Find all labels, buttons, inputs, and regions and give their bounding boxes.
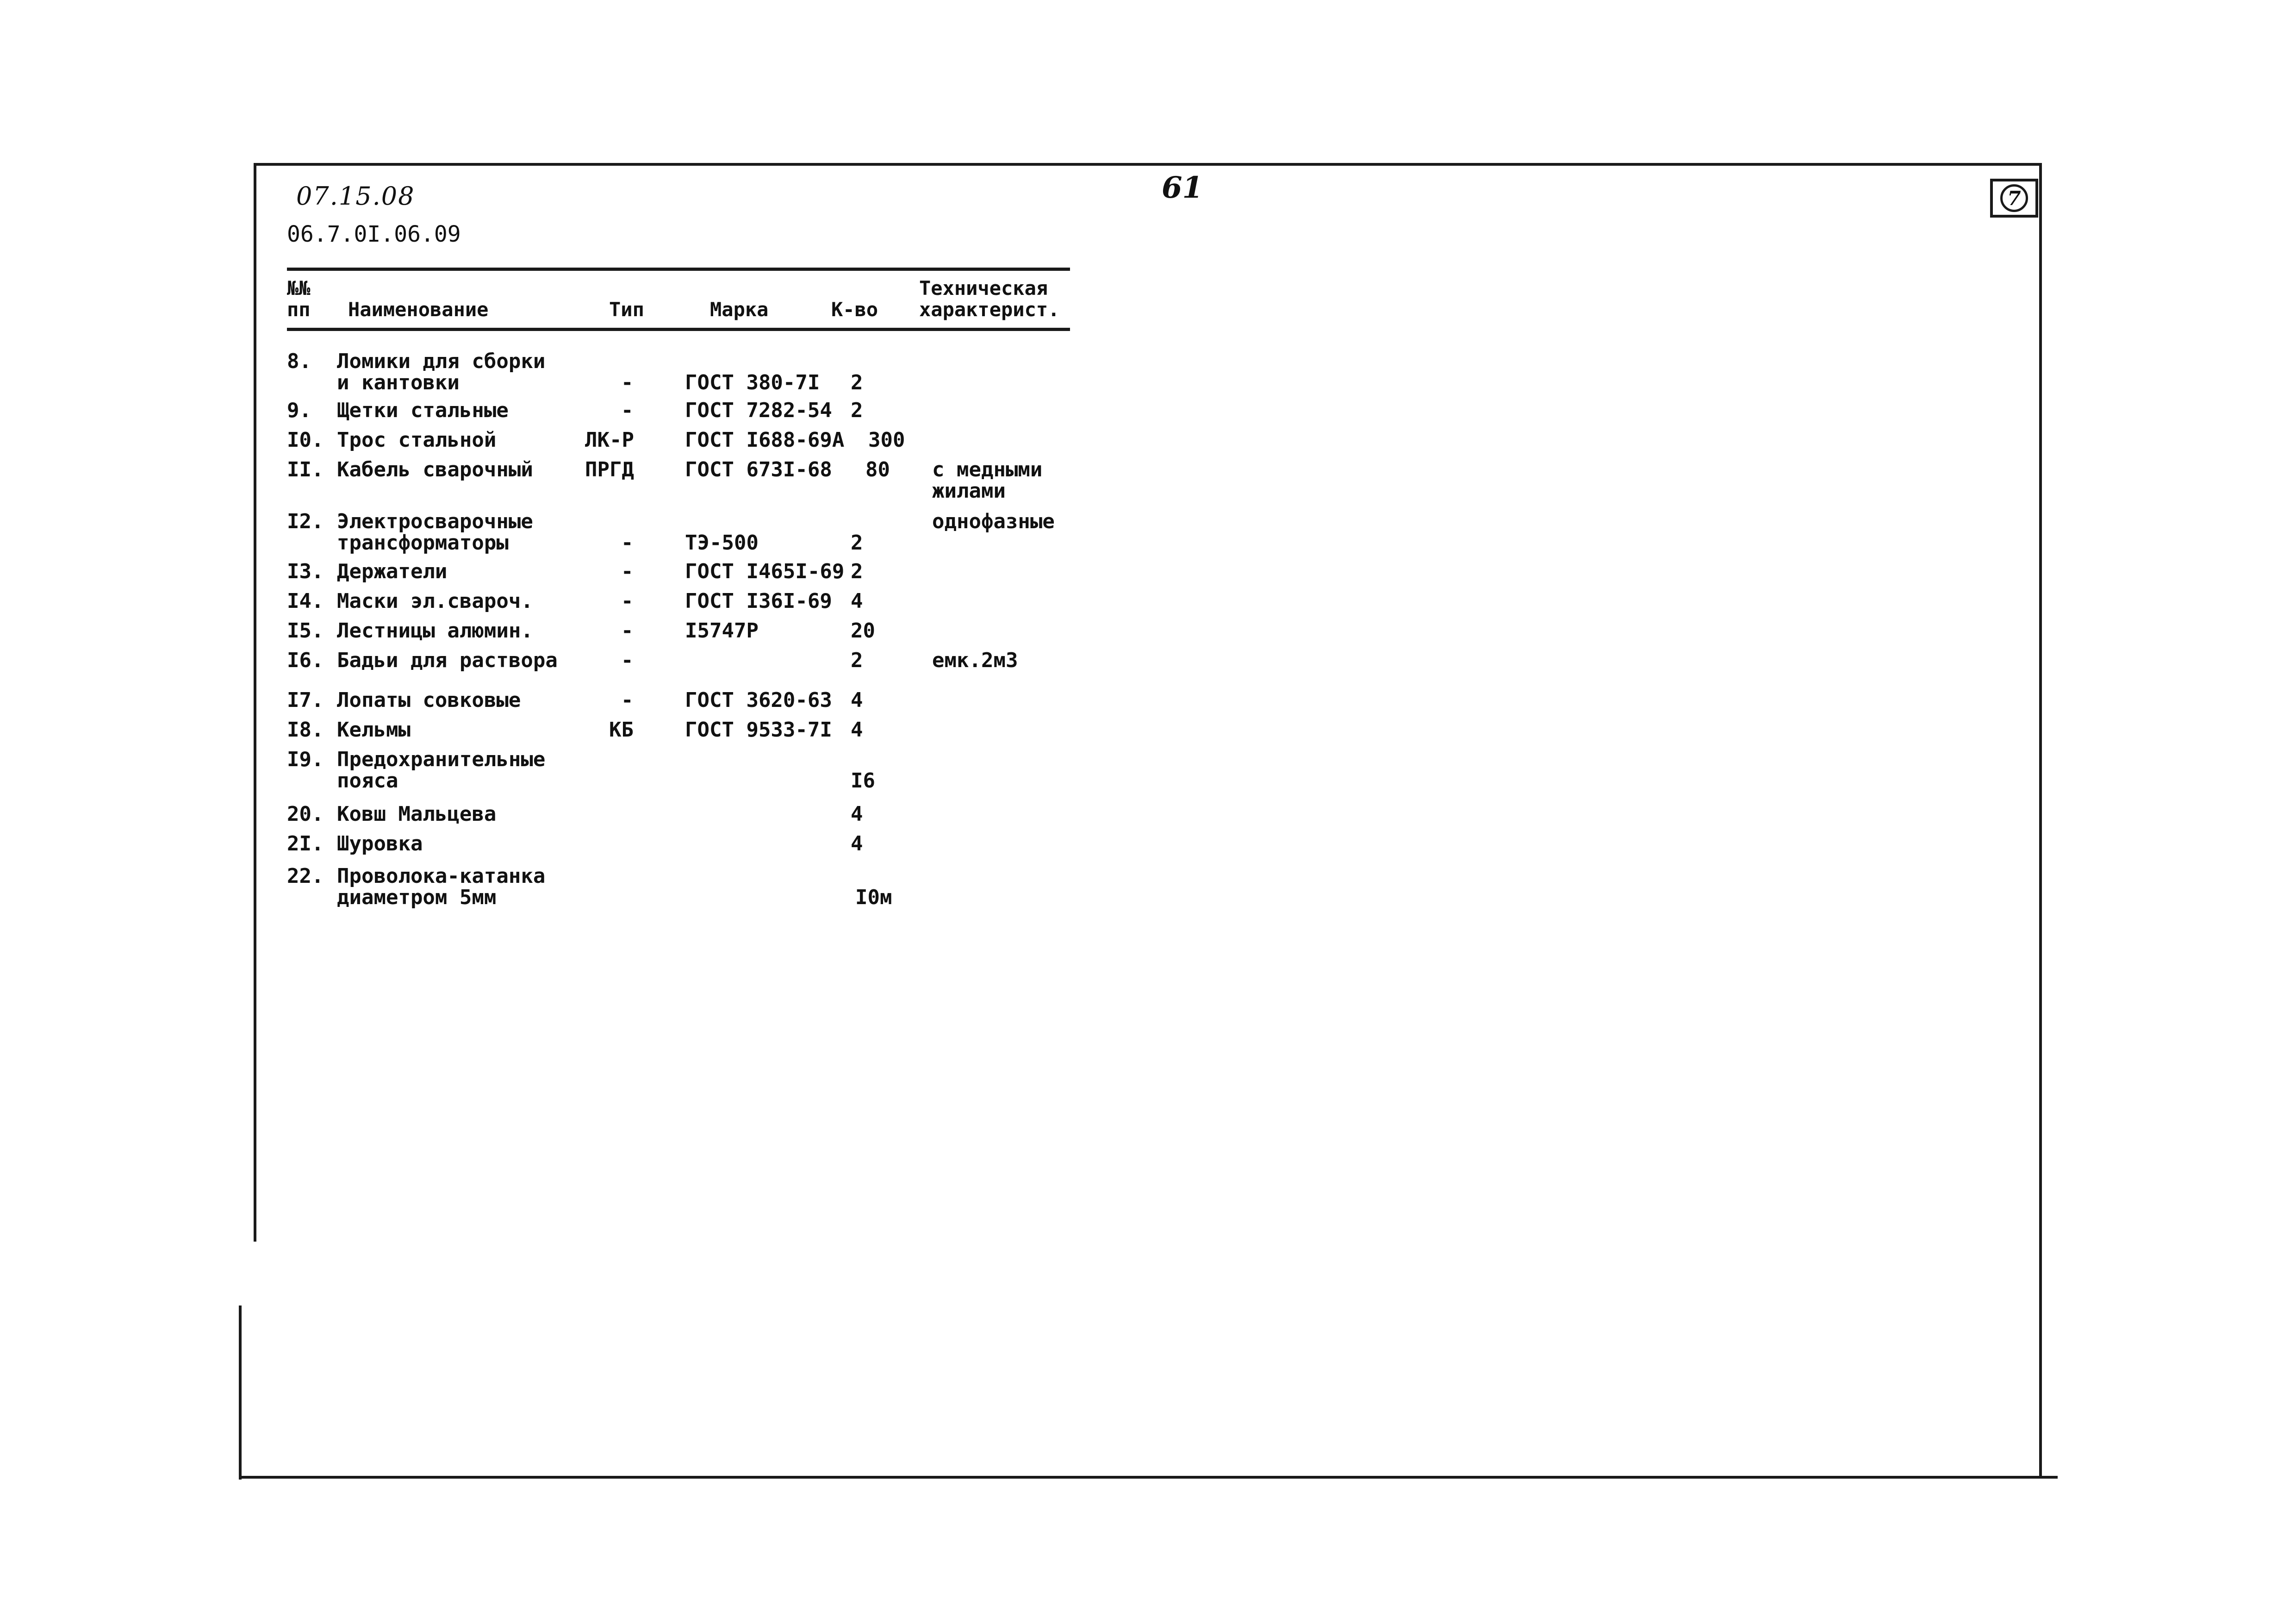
row-type: ЛК-Р: [585, 428, 634, 452]
row-type: -: [621, 560, 634, 583]
row-name-line: Кабель сварочный: [337, 458, 533, 481]
row-quantity: I6: [851, 769, 875, 793]
row-name-line: Лопаты совковые: [337, 688, 521, 712]
row-type: -: [621, 589, 634, 613]
row-quantity: 2: [851, 531, 863, 555]
row-type: -: [621, 619, 634, 643]
row-name-line: Маски эл.свароч.: [337, 589, 533, 613]
frame-bottom-border: [239, 1476, 2058, 1479]
row-mark: I5747Р: [685, 619, 759, 643]
table-header-rule: [287, 328, 1070, 331]
row-mark: ГОСТ I36I-69: [685, 589, 832, 613]
row-quantity: I0м: [855, 886, 892, 909]
row-name-line: Лестницы алюмин.: [337, 619, 533, 643]
row-number: I7.: [287, 688, 324, 712]
row-type: ПРГД: [585, 458, 634, 481]
row-number: I5.: [287, 619, 324, 643]
sheet-mark: 7: [2000, 184, 2028, 212]
row-number: II.: [287, 458, 324, 481]
col-type: Тип: [609, 298, 644, 321]
row-number: 9.: [287, 399, 311, 422]
row-spec-line: емк.2м3: [932, 649, 1018, 672]
row-quantity: 2: [851, 560, 863, 583]
row-mark: ГОСТ 673I-68: [685, 458, 832, 481]
row-mark: ГОСТ 380-7I: [685, 371, 820, 394]
row-type: -: [621, 399, 634, 422]
col-spec-line1: Техническая: [919, 277, 1048, 300]
row-quantity: 4: [851, 589, 863, 613]
col-qty: К-во: [831, 298, 878, 321]
row-name-line: Бадьи для раствора: [337, 649, 558, 672]
frame-left-border-lower: [239, 1305, 242, 1480]
row-quantity: 4: [851, 802, 863, 826]
row-mark: ТЭ-500: [685, 531, 759, 555]
row-number: I9.: [287, 748, 324, 771]
row-spec-line: с медными: [932, 458, 1043, 481]
row-type: -: [621, 688, 634, 712]
row-number: 8.: [287, 350, 311, 373]
row-name-line: Трос стальной: [337, 428, 497, 452]
row-number: 2I.: [287, 832, 324, 856]
page-number: 61: [1162, 170, 1203, 205]
row-type: КБ: [609, 718, 634, 742]
row-number: 20.: [287, 802, 324, 826]
row-mark: ГОСТ 9533-7I: [685, 718, 832, 742]
row-number: I4.: [287, 589, 324, 613]
row-name-line: трансформаторы: [337, 531, 509, 555]
sheet-mark-box: [1990, 179, 2038, 218]
row-name-line: Ковш Мальцева: [337, 802, 497, 826]
row-mark: ГОСТ I688-69А: [685, 428, 845, 452]
row-number: I2.: [287, 510, 324, 533]
col-num-line2: пп: [287, 298, 311, 321]
row-type: -: [621, 371, 634, 394]
row-name-line: Держатели: [337, 560, 448, 583]
row-quantity: 300: [868, 428, 905, 452]
row-name-line: диаметром 5мм: [337, 886, 497, 909]
row-name-line: Щетки стальные: [337, 399, 509, 422]
row-mark: ГОСТ 3620-63: [685, 688, 832, 712]
row-name-line: Электросварочные: [337, 510, 533, 533]
handwritten-code: 07.15.08: [296, 181, 415, 211]
row-quantity: 4: [851, 832, 863, 856]
col-name: Наименование: [348, 298, 489, 321]
row-name-line: Шуровка: [337, 832, 423, 856]
row-name-line: Кельмы: [337, 718, 411, 742]
row-quantity: 4: [851, 718, 863, 742]
row-mark: ГОСТ 7282-54: [685, 399, 832, 422]
row-name-line: Ломики для сборки: [337, 350, 546, 373]
row-number: I6.: [287, 649, 324, 672]
row-name-line: Предохранительные: [337, 748, 546, 771]
row-name-line: пояса: [337, 769, 398, 793]
row-number: 22.: [287, 864, 324, 888]
row-number: I8.: [287, 718, 324, 742]
document-code: 06.7.0I.06.09: [287, 221, 461, 247]
frame-right-border: [2039, 163, 2042, 1478]
frame-left-border: [254, 163, 256, 1242]
row-quantity: 2: [851, 371, 863, 394]
row-number: I0.: [287, 428, 324, 452]
row-mark: ГОСТ I465I-69: [685, 560, 845, 583]
row-type: -: [621, 531, 634, 555]
row-quantity: 20: [851, 619, 875, 643]
row-quantity: 80: [865, 458, 890, 481]
table-top-rule: [287, 268, 1070, 271]
row-name-line: и кантовки: [337, 371, 460, 394]
frame-top-border: [255, 163, 2042, 166]
col-mark: Марка: [710, 298, 769, 321]
row-spec-line: жилами: [932, 479, 1006, 503]
col-spec-line2: характерист.: [919, 298, 1060, 321]
row-name-line: Проволока-катанка: [337, 864, 546, 888]
row-quantity: 2: [851, 649, 863, 672]
col-num-line1: №№: [287, 277, 311, 300]
row-spec-line: однофазные: [932, 510, 1055, 533]
row-type: -: [621, 649, 634, 672]
row-number: I3.: [287, 560, 324, 583]
row-quantity: 2: [851, 399, 863, 422]
row-quantity: 4: [851, 688, 863, 712]
